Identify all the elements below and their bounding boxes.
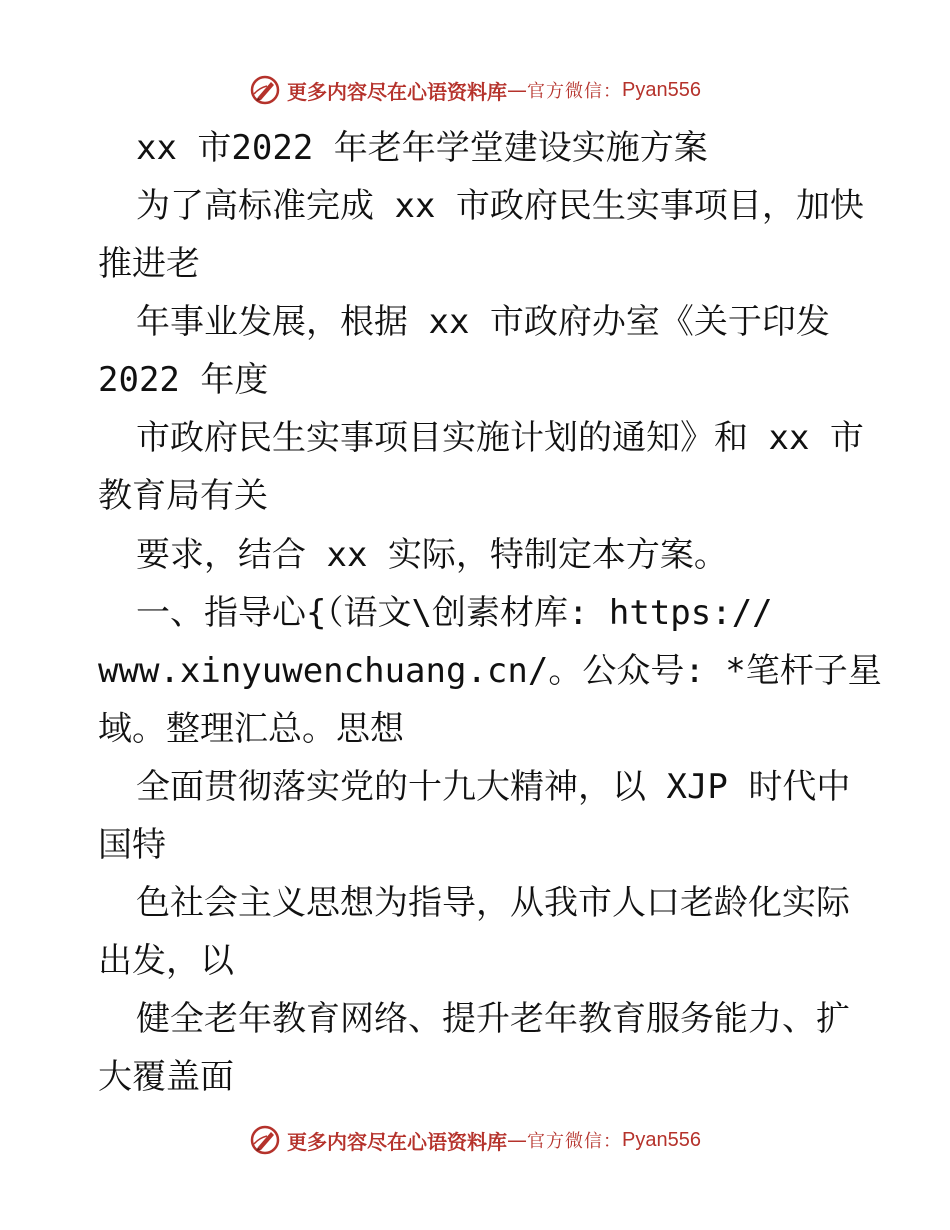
watermark-wechat-id: Pyan556: [622, 1128, 701, 1151]
paragraph-line: 出发，以: [98, 941, 234, 981]
watermark-dash: —: [507, 1128, 528, 1152]
header-watermark: [0, 70, 950, 110]
paragraph-line: 为了高标准完成 xx 市政府民生实事项目，加快: [136, 186, 864, 226]
watermark-official: 官方微信：: [527, 81, 623, 102]
paragraph-line: 市政府民生实事项目实施计划的通知》和 xx 市: [136, 418, 864, 458]
paragraph-line: www.xinyuwenchuang.cn/。公众号: *笔杆子星: [98, 651, 882, 691]
paragraph-line: 2022 年度: [98, 360, 269, 400]
paragraph-line: 色社会主义思想为指导，从我市人口老龄化实际: [136, 883, 850, 923]
watermark-brand: 更多内容尽在心语资料库: [287, 1129, 508, 1154]
paragraph-line: 大覆盖面: [98, 1057, 234, 1097]
section-heading-line: 一、指导心{（语文\创素材库: https://: [136, 593, 773, 633]
paragraph-line: 健全老年教育网络、提升老年教育服务能力、扩: [136, 999, 850, 1039]
paragraph-line: 域。整理汇总。思想: [98, 709, 404, 749]
paragraph-line: 推进老: [98, 244, 200, 284]
document-title: xx 市2022 年老年学堂建设实施方案: [136, 128, 708, 168]
paragraph-line: 国特: [98, 825, 166, 865]
paragraph-line: 教育局有关: [98, 476, 268, 516]
paragraph-line: 全面贯彻落实党的十九大精神，以 XJP 时代中: [136, 767, 851, 807]
paragraph-line: 年事业发展，根据 xx 市政府办室《关于印发: [136, 302, 830, 342]
watermark-dash: —: [507, 78, 528, 102]
paragraph-line: 要求，结合 xx 实际，特制定本方案。: [136, 535, 728, 575]
watermark-brand: 更多内容尽在心语资料库: [287, 79, 508, 104]
footer-watermark: [0, 1120, 950, 1160]
watermark-wechat-id: Pyan556: [622, 78, 701, 101]
quill-pen-logo-icon: [249, 74, 281, 106]
quill-pen-logo-icon: [249, 1124, 281, 1156]
watermark-official: 官方微信：: [527, 1131, 623, 1152]
